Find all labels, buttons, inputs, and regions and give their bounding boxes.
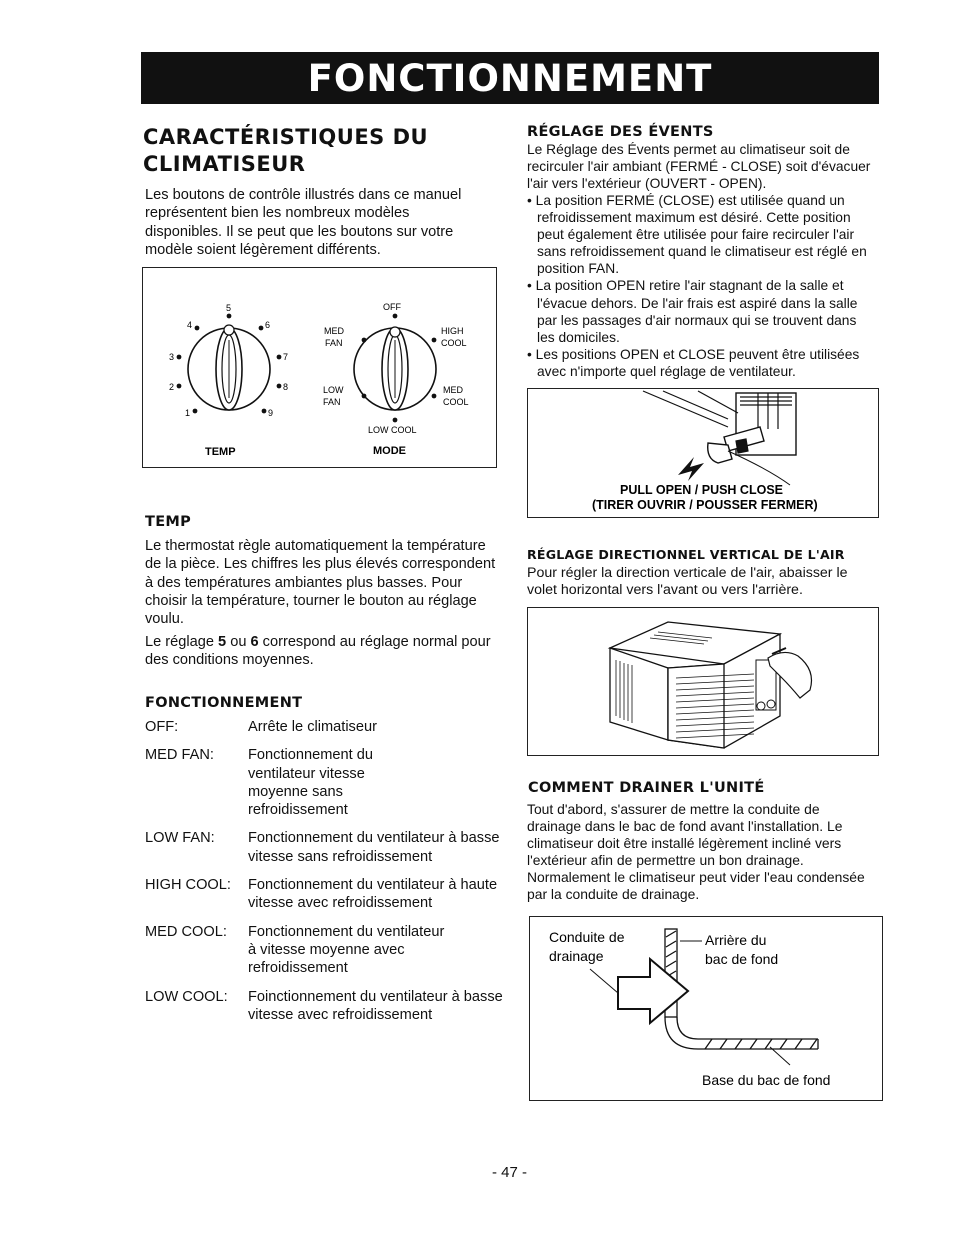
controls-diagram [142, 267, 497, 468]
mode-row-high-cool [145, 876, 505, 913]
vertical-air-paragraph: Pour régler la direction verticale de l'air, abaisser le volet horizontal vers l'avant ou vers l'arrière. [527, 565, 848, 599]
mode-off-label: OFF [383, 302, 401, 312]
section-title-line2: CLIMATISEUR [143, 152, 306, 176]
events-bullet-close: • La position FERMÉ (CLOSE) est utilisée quand un refroidissement maximum est désiré. Cette position peut également être utilisée pour faire recirculer l'air sans refroidissement quand le climatiseur est réglé en position FAN. [527, 192, 872, 277]
vent-caption-line1: PULL OPEN / PUSH CLOSE [620, 483, 783, 497]
temp-heading: TEMP [145, 514, 192, 530]
temp-p2-value-6: 6 [250, 634, 259, 650]
drain-diagram [529, 916, 883, 1101]
mode-term: MED COOL: [145, 923, 227, 940]
mode-row-low-cool [145, 988, 505, 1025]
temp-num-3: 3 [169, 352, 175, 362]
events-bullet-both: • Les positions OPEN et CLOSE peuvent être utilisées avec n'importe quel réglage de ventilateur. [527, 346, 872, 380]
temp-knob-label: TEMP [205, 446, 236, 458]
temp-p2-text-a: Le réglage [145, 634, 219, 650]
intro-paragraph: Les boutons de contrôle illustrés dans ce manuel représentent bien les nombreux modèles disponibles. Il se peut que les boutons sur votre modèle soient légèrement différents. [145, 187, 462, 258]
mode-desc: Fonctionnement du ventilateur vitesse moyenne sans refroidissement [248, 747, 373, 819]
vent-caption-line2: (TIRER OUVRIR / POUSSER FERMER) [592, 498, 818, 512]
temp-num-9: 9 [268, 408, 274, 418]
mode-cool-label-2: COOL [443, 397, 469, 407]
mode-row-low-fan [145, 829, 505, 866]
mode-term: OFF: [145, 719, 179, 735]
controls-diagram-svg [143, 268, 496, 467]
mode-med-label-2: MED [443, 385, 463, 395]
events-bullet-list [527, 192, 872, 380]
mode-fan-label-2: FAN [323, 397, 341, 407]
temp-p2-text-ou: ou [226, 634, 251, 650]
page-number: - 47 - [492, 1164, 528, 1181]
mode-term: LOW FAN: [145, 830, 215, 847]
temp-num-1: 1 [185, 408, 191, 418]
temp-p2-text-b: correspond au réglage normal pour des conditions moyennes. [145, 634, 491, 669]
mode-desc: Arrête le climatiseur [248, 719, 377, 735]
temp-paragraph-2 [145, 633, 503, 670]
section-title [143, 124, 428, 178]
mode-row-med-cool [145, 923, 505, 978]
temp-num-7: 7 [283, 352, 289, 362]
mode-knob-label: MODE [373, 445, 406, 457]
temp-knob [188, 325, 270, 410]
page-banner: FONCTIONNEMENT [141, 52, 879, 104]
air-conditioner-svg [528, 608, 878, 755]
events-bullet-open: • La position OPEN retire l'air stagnant de la salle et l'évacue dehors. De l'air frais est aspiré dans la salle par les passages d'air normaux qui se trouvent dans les domiciles. [527, 277, 872, 345]
mode-low-label: LOW [323, 385, 344, 395]
double-arrow-icon [678, 457, 704, 481]
mode-term: LOW COOL: [145, 988, 228, 1005]
drain-label-arriere-1: Arrière du [705, 932, 767, 948]
temp-paragraph-1: Le thermostat règle automatiquement la température de la pièce. Les chiffres les plus élevés correspondent à des températures ambiantes plus basses. Pour choisir la température, tourner le bouton au réglage voulu. [145, 538, 496, 628]
temp-num-8: 8 [283, 382, 289, 392]
temp-num-2: 2 [169, 382, 175, 392]
temp-num-4: 4 [187, 320, 193, 330]
fonctionnement-heading: FONCTIONNEMENT [145, 695, 303, 711]
vent-lever-illustration [527, 388, 879, 518]
mode-lowcool-label: LOW COOL [368, 425, 417, 435]
vertical-air-heading: RÉGLAGE DIRECTIONNEL VERTICAL DE L'AIR [527, 547, 845, 562]
mode-cool-label-1: COOL [441, 338, 467, 348]
air-conditioner-illustration [527, 607, 879, 756]
drain-paragraph: Tout d'abord, s'assurer de mettre la conduite de drainage dans le bac de fond avant l'installation. Le climatiseur doit être installé légèrement incliné vers l'extérieur afin de permettre un bon drainage. Normalement le climatiseur peut vider l'eau condensée par la conduite de drainage. [527, 801, 865, 903]
drain-heading: COMMENT DRAINER L'UNITÉ [528, 780, 765, 796]
drain-label-conduite-1: Conduite de [549, 929, 625, 945]
drain-label-arriere-2: bac de fond [705, 951, 779, 967]
mode-desc: Fonctionnement du ventilateur à haute vitesse avec refroidissement [248, 877, 498, 912]
section-title-line1: CARACTÉRISTIQUES DU [143, 125, 429, 149]
temp-num-6: 6 [265, 320, 271, 330]
mode-fan-label-1: FAN [325, 338, 343, 348]
mode-high-label: HIGH [441, 326, 464, 336]
mode-row-off [145, 718, 505, 736]
mode-term: HIGH COOL: [145, 877, 231, 894]
vent-lever-svg [528, 389, 878, 517]
drain-diagram-svg [530, 917, 882, 1100]
events-paragraph: Le Réglage des Évents permet au climatiseur soit de recirculer l'air ambiant (FERMÉ - CLOSE) soit d'évacuer l'air vers l'extérieur (OUVERT - OPEN). [527, 142, 871, 192]
events-heading: RÉGLAGE DES ÉVENTS [527, 124, 714, 140]
mode-med-label: MED [324, 326, 344, 336]
drain-label-conduite-2: drainage [549, 948, 604, 964]
mode-desc: Fonctionnement du ventilateur à vitesse moyenne avec refroidissement [248, 923, 445, 977]
mode-definitions [145, 718, 505, 1034]
mode-row-med-fan [145, 746, 505, 819]
drain-label-base: Base du bac de fond [702, 1072, 831, 1088]
temp-num-5: 5 [226, 303, 232, 313]
mode-desc: Foinctionnement du ventilateur à basse vitesse avec refroidissement [248, 988, 503, 1023]
mode-term: MED FAN: [145, 747, 214, 764]
mode-desc: Fonctionnement du ventilateur à basse vitesse sans refroidissement [248, 830, 500, 865]
temp-p2-value-5: 5 [218, 634, 227, 650]
